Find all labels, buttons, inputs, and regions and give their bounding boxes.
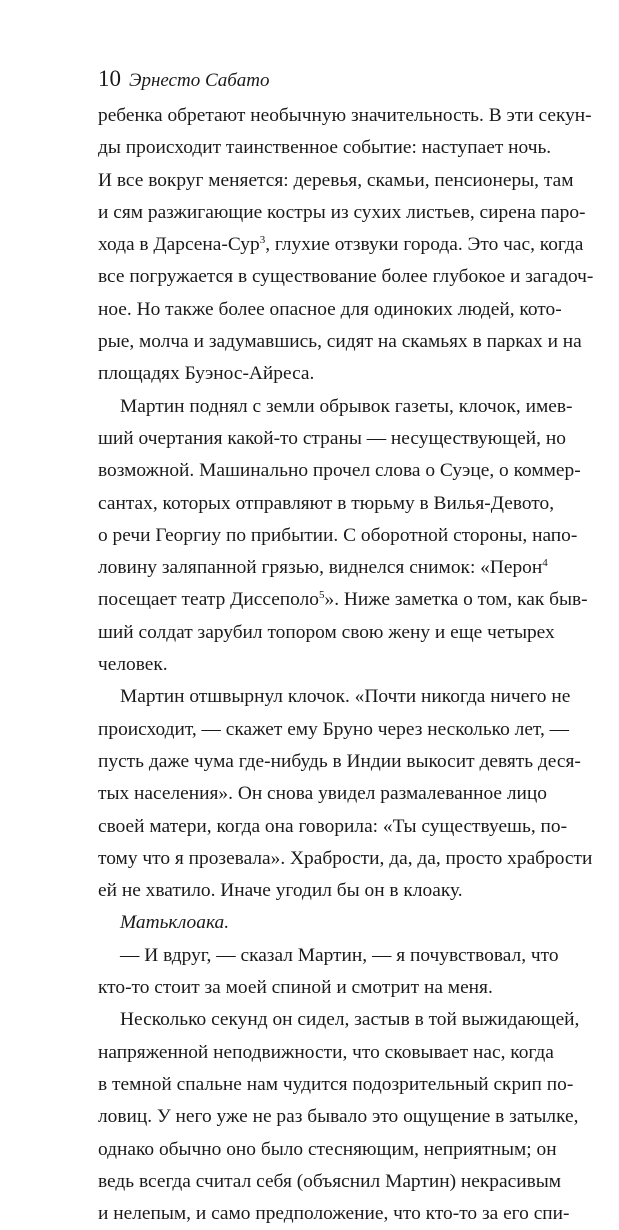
- text-line: однако обычно оно было стесняющим, неприятным; он: [98, 1138, 557, 1160]
- text-line: И все вокруг меняется: деревья, скамьи, пенсионеры, там: [98, 169, 574, 191]
- text-line: Мартин поднял с земли обрывок газеты, клочок, имев-: [120, 395, 573, 417]
- text-line: возможной. Машинально прочел слова о Суэце, о коммер-: [98, 460, 581, 482]
- footnote-marker: 3: [259, 234, 266, 247]
- text-line: тому что я прозевала». Храбрости, да, да, просто храбрости: [98, 847, 593, 869]
- text-line: происходит, — скажет ему Бруно через несколько лет, —: [98, 718, 570, 740]
- text-segment: , глухие отзвуки города. Это час, когда: [265, 234, 584, 256]
- text-line: и нелепым, и само предположение, что кто-то за его спи-: [98, 1203, 570, 1225]
- page-number: 10: [98, 66, 121, 91]
- text-line: и сям разжигающие костры из сухих листьев, сирена паро-: [98, 201, 586, 223]
- text-line: все погружается в существование более глубокое и загадоч-: [98, 266, 594, 288]
- text-line: человек.: [98, 654, 168, 676]
- running-header: [98, 66, 270, 92]
- text-line: тых населения». Он снова увидел размалеванное лицо: [98, 783, 547, 805]
- text-line: ведь всегда считал себя (объяснил Мартин) некрасивым: [98, 1170, 562, 1192]
- text-line: рые, молча и задумавшись, сидят на скамьях в парках и на: [98, 331, 582, 353]
- footnote-marker: 5: [319, 589, 325, 602]
- running-head-author: Эрнесто Сабато: [129, 70, 270, 91]
- text-segment: ». Ниже заметка о том, как быв-: [324, 589, 588, 611]
- text-line: [98, 552, 548, 584]
- text-line: ей не хватило. Иначе угодил бы он в клоаку.: [98, 880, 463, 902]
- text-segment: ловину заляпанной грязью, виднелся снимок: «Перон: [98, 557, 543, 579]
- text-segment: хода в Дарсена-Сур: [98, 234, 260, 256]
- text-line: в темной спальне нам чудится подозрительный скрип по-: [98, 1073, 574, 1095]
- body-text: [98, 100, 594, 1230]
- text-line: ды происходит таинственное событие: наступает ночь.: [98, 137, 552, 159]
- text-line: Матьклоака.: [120, 912, 230, 934]
- text-line: [98, 584, 588, 616]
- text-line: кто-то стоит за моей спиной и смотрит на меня.: [98, 977, 493, 999]
- text-line: сантах, которых отправляют в тюрьму в Вилья-Девото,: [98, 492, 555, 514]
- text-line: [98, 229, 584, 261]
- text-line: пусть даже чума где-нибудь в Индии выкосит девять деся-: [98, 750, 581, 772]
- text-line: Несколько секунд он сидел, застыв в той выжидающей,: [120, 1009, 580, 1031]
- text-line: ловиц. У него уже не раз бывало это ощущение в затылке,: [98, 1106, 579, 1128]
- text-line: ребенка обретают необычную значительность. В эти секун-: [98, 105, 592, 126]
- text-line: Мартин отшвырнул клочок. «Почти никогда ничего не: [120, 686, 571, 708]
- text-line: о речи Георгиу по прибытии. С оборотной стороны, напо-: [98, 524, 578, 546]
- text-line: ший очертания какой-то страны — несуществующей, но: [98, 427, 566, 449]
- text-segment: посещает театр Диссеполо: [98, 589, 319, 611]
- text-line: своей матери, когда она говорила: «Ты существуешь, по-: [98, 815, 568, 837]
- text-line: ное. Но также более опасное для одиноких людей, кото-: [98, 298, 562, 320]
- text-line: — И вдруг, — сказал Мартин, — я почувствовал, что: [120, 944, 559, 966]
- footnote-marker: 4: [542, 557, 548, 570]
- text-line: площадях Буэнос-Айреса.: [98, 363, 315, 385]
- text-line: ший солдат зарубил топором свою жену и еще четырех: [98, 621, 555, 643]
- text-line: напряженной неподвижности, что сковывает нас, когда: [98, 1041, 554, 1063]
